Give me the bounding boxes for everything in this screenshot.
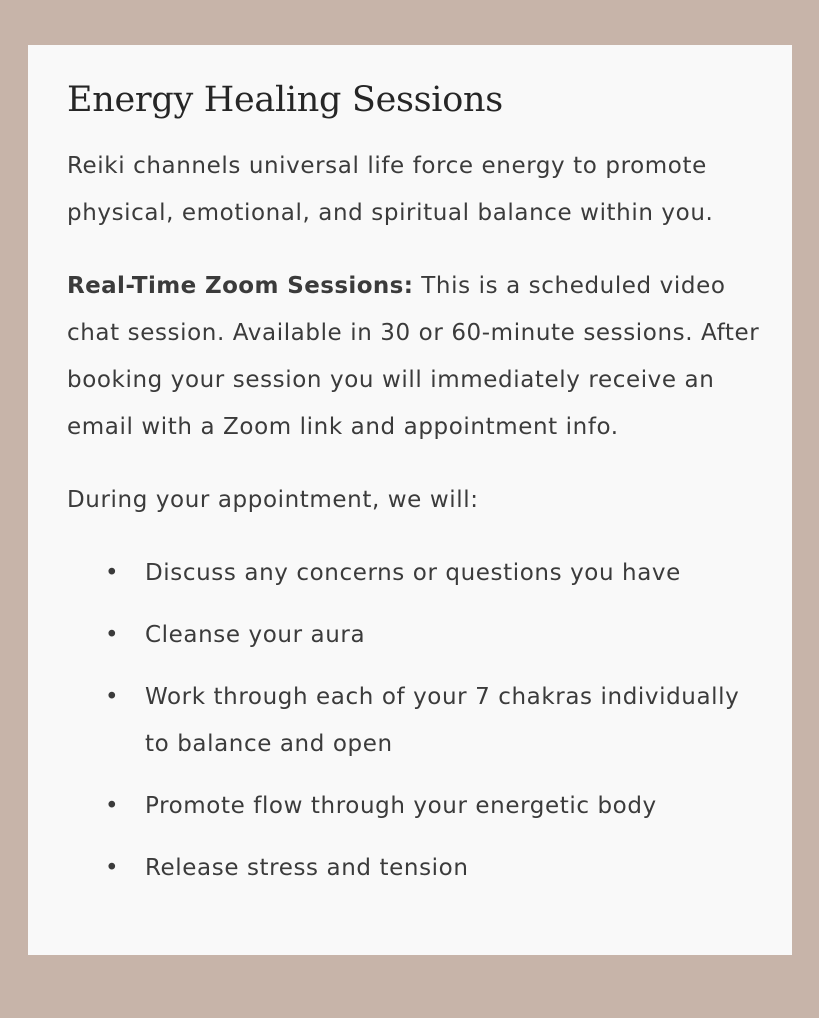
zoom-sessions-paragraph — [67, 263, 767, 451]
list-item-text: Promote flow through your energetic body — [145, 793, 657, 819]
list-item-text: Work through each of your 7 chakras individually to balance and open — [145, 684, 740, 757]
bullet-icon: • — [105, 560, 120, 586]
list-item — [67, 674, 767, 768]
page-title: Energy Healing Sessions — [67, 80, 503, 120]
bullet-icon: • — [105, 684, 120, 710]
bullet-icon: • — [105, 793, 120, 819]
list-item-text: Cleanse your aura — [145, 622, 366, 648]
content-card — [28, 45, 792, 955]
content-body — [67, 75, 767, 907]
list-item — [67, 612, 767, 659]
list-item — [67, 550, 767, 597]
appointment-steps-list — [67, 550, 767, 892]
list-item-text: Discuss any concerns or questions you have — [145, 560, 681, 586]
list-item — [67, 845, 767, 892]
list-item-text: Release stress and tension — [145, 855, 469, 881]
during-appointment-heading: During your appointment, we will: — [67, 487, 479, 513]
intro-paragraph: Reiki channels universal life force energy to promote physical, emotional, and spiritual balance within you. — [67, 153, 714, 226]
zoom-sessions-text: This is a scheduled video chat session. Available in 30 or 60-minute sessions. After booking your session you will immediately receive an email with a Zoom link and appointment info. — [67, 273, 760, 440]
list-item — [67, 783, 767, 830]
bullet-icon: • — [105, 855, 120, 881]
bullet-icon: • — [105, 622, 120, 648]
zoom-sessions-label: Real-Time Zoom Sessions: — [67, 273, 414, 299]
